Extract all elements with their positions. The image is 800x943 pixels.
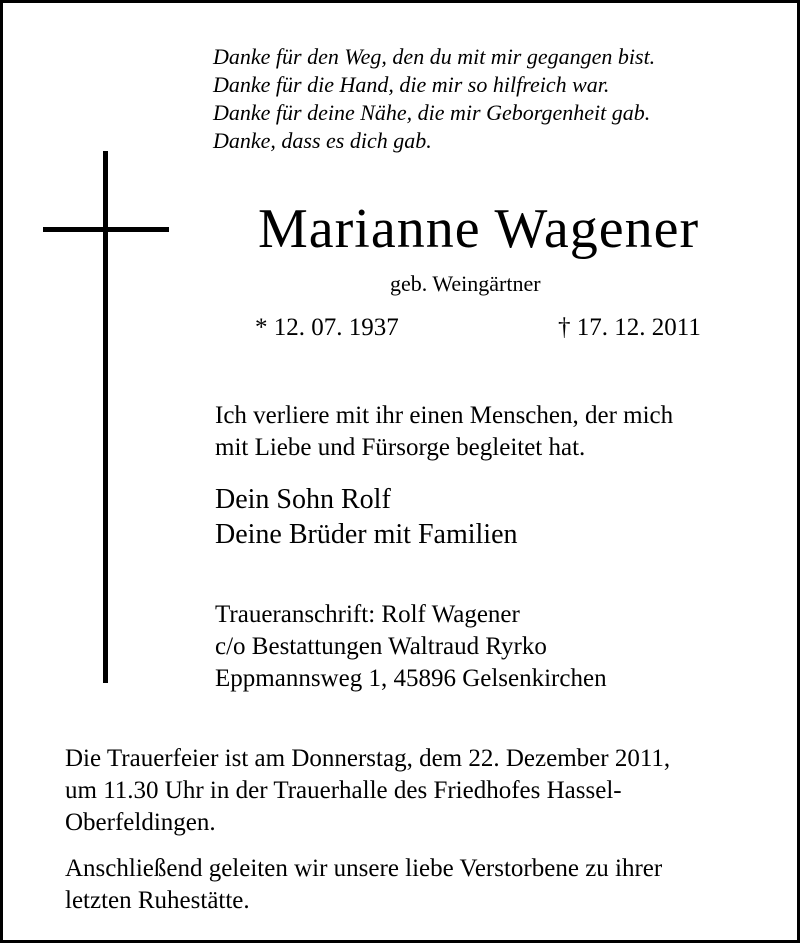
mourner-line: Deine Brüder mit Familien — [215, 519, 518, 550]
condolence-address — [215, 599, 607, 695]
address-line: c/o Bestattungen Waltraud Ryrko — [215, 633, 547, 660]
quote-line: Ich verliere mit ihr einen Menschen, der mich — [215, 402, 674, 429]
poem-line: Danke für deine Nähe, die mir Geborgenheit gab. — [213, 100, 651, 125]
deceased-name: Marianne Wagener — [258, 198, 700, 260]
quote-line: mit Liebe und Fürsorge begleitet hat. — [215, 434, 586, 461]
funeral-line: Oberfeldingen. — [65, 809, 216, 836]
poem-line: Danke, dass es dich gab. — [213, 128, 432, 153]
mourners — [215, 482, 518, 552]
birth-date: * 12. 07. 1937 — [255, 314, 399, 341]
funeral-line: um 11.30 Uhr in der Trauerhalle des Friedhofes Hassel- — [65, 777, 622, 804]
poem-line: Danke für den Weg, den du mit mir gegangen bist. — [213, 44, 656, 69]
poem-line: Danke für die Hand, die mir so hilfreich war. — [213, 72, 610, 97]
address-line: Traueranschrift: Rolf Wagener — [215, 601, 520, 628]
mourner-line: Dein Sohn Rolf — [215, 484, 391, 515]
closing-line: Anschließend geleiten wir unsere liebe Verstorbene zu ihrer — [65, 855, 663, 882]
funeral-details — [65, 743, 670, 839]
maiden-name: geb. Weingärtner — [390, 271, 541, 296]
closing-line: letzten Ruhestätte. — [65, 887, 250, 914]
farewell-quote — [215, 400, 673, 464]
death-date: † 17. 12. 2011 — [558, 314, 701, 341]
cross-horizontal-beam — [43, 227, 169, 232]
poem — [213, 43, 655, 155]
funeral-line: Die Trauerfeier ist am Donnerstag, dem 22. Dezember 2011, — [65, 745, 671, 772]
address-line: Eppmannsweg 1, 45896 Gelsenkirchen — [215, 665, 607, 692]
burial-note — [65, 853, 662, 917]
